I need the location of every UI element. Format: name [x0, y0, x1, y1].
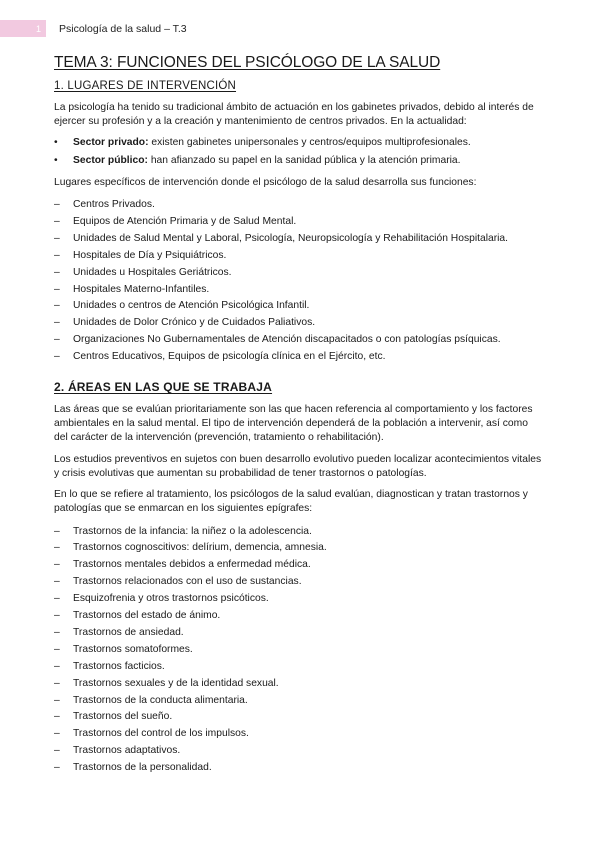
disorder-item: – Trastornos de la personalidad.: [54, 760, 544, 777]
section2-paragraph-3: En lo que se refiere al tratamiento, los psicólogos de la salud evalúan, diagnostican y tratan trastornos y patologías que se enmarcan en los siguientes epígrafes:: [54, 489, 528, 515]
disorder-item: – Trastornos sexuales y de la identidad sexual.: [54, 676, 544, 693]
document-body: [54, 54, 544, 785]
place-item: – Equipos de Atención Primaria y de Salud Mental.: [54, 214, 544, 231]
disorder-item: – Trastornos facticios.: [54, 659, 544, 676]
section1-heading: 1. LUGARES DE INTERVENCIÓN: [54, 80, 237, 92]
page-number: 1: [0, 20, 46, 37]
place-item: – Centros Privados.: [54, 197, 544, 214]
sector-item: [54, 154, 544, 168]
place-item: – Unidades de Dolor Crónico y de Cuidados Paliativos.: [54, 315, 544, 332]
disorders-list: [54, 524, 544, 778]
sector-label: Sector público:: [73, 154, 148, 166]
disorder-item: – Trastornos de la conducta alimentaria.: [54, 693, 544, 710]
header-title: Psicología de la salud – T.3: [59, 22, 187, 35]
place-item: – Unidades u Hospitales Geriátricos.: [54, 265, 544, 282]
document-title: TEMA 3: FUNCIONES DEL PSICÓLOGO DE LA SALUD: [54, 54, 441, 71]
disorder-item: – Trastornos mentales debidos a enfermedad médica.: [54, 557, 544, 574]
disorder-item: – Trastornos cognoscitivos: delírium, demencia, amnesia.: [54, 540, 544, 557]
place-item: – Hospitales Materno-Infantiles.: [54, 282, 544, 299]
place-item: – Unidades o centros de Atención Psicológica Infantil.: [54, 298, 544, 315]
disorder-item: – Trastornos de la infancia: la niñez o la adolescencia.: [54, 524, 544, 541]
disorder-item: – Trastornos relacionados con el uso de sustancias.: [54, 574, 544, 591]
disorder-item: – Trastornos del estado de ánimo.: [54, 608, 544, 625]
sector-text: han afianzado su papel en la sanidad pública y la atención primaria.: [147, 154, 461, 166]
disorder-item: – Esquizofrenia y otros trastornos psicóticos.: [54, 591, 544, 608]
bullet-icon: •: [54, 154, 58, 166]
disorder-item: – Trastornos adaptativos.: [54, 743, 544, 760]
places-list: [54, 197, 544, 366]
places-intro: Lugares específicos de intervención donde el psicólogo de la salud desarrolla sus funciones:: [54, 176, 477, 188]
sector-text: existen gabinetes unipersonales y centros/equipos multiprofesionales.: [148, 137, 471, 149]
disorder-item: – Trastornos somatoformes.: [54, 642, 544, 659]
disorder-item: – Trastornos del control de los impulsos.: [54, 726, 544, 743]
bullet-icon: •: [54, 137, 58, 149]
page-header: [0, 20, 599, 37]
sector-label: Sector privado:: [73, 137, 149, 149]
place-item: – Hospitales de Día y Psiquiátricos.: [54, 248, 544, 265]
section2-paragraph-2: Los estudios preventivos en sujetos con buen desarrollo evolutivo pueden localizar acontecimientos vitales y crisis evolutivas que aumentan su probabilidad de tener trastornos o patologías.: [54, 453, 542, 479]
place-item: – Centros Educativos, Equipos de psicología clínica en el Ejército, etc.: [54, 349, 544, 366]
sector-list: [54, 136, 544, 167]
place-item: – Organizaciones No Gubernamentales de Atención discapacitados o con patologías psíquicas.: [54, 332, 544, 349]
disorder-item: – Trastornos del sueño.: [54, 709, 544, 726]
section2-heading: 2. ÁREAS EN LAS QUE SE TRABAJA: [54, 380, 273, 395]
place-item: – Unidades de Salud Mental y Laboral, Psicología, Neuropsicología y Rehabilitación Hospitalaria.: [54, 231, 544, 248]
sector-item: [54, 136, 544, 150]
section1-intro: La psicología ha tenido su tradicional ámbito de actuación en los gabinetes privados, debido al interés de ejercer su profesión y a la creación y mantenimiento de centros privados. En la actualidad:: [54, 102, 534, 128]
disorder-item: – Trastornos de ansiedad.: [54, 625, 544, 642]
section2-paragraph-1: Las áreas que se evalúan prioritariamente son las que hacen referencia al comportamiento y los factores ambientales en la salud mental. El tipo de intervención dependerá de la población a intervenir, así como del carácter de la intervención (prevención, tratamiento o rehabilitación).: [54, 404, 533, 444]
